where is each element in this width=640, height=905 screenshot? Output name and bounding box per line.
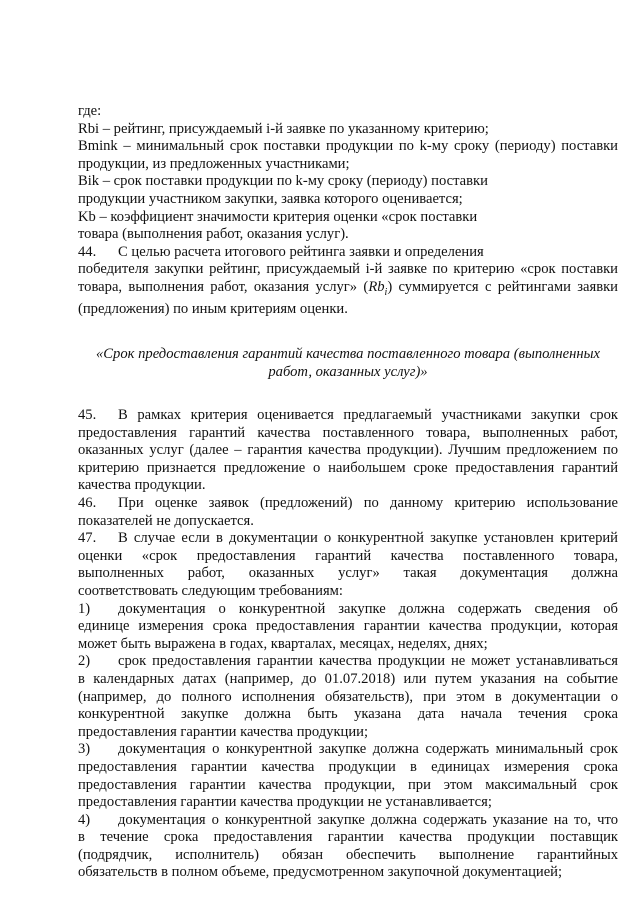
item2-number: 2) — [78, 653, 91, 670]
p45-line5: качества продукции. — [78, 477, 206, 494]
section-heading-line2: работ, оказанных услуг)» — [268, 364, 428, 381]
p44-line3: товара, выполнения работ, оказания услуг» $(Rb_i)$ суммируется с рейтингами заявки — [78, 278, 618, 298]
item2-line2: в календарных датах (например, до 01.07.2018) или путем указания на событие — [78, 670, 618, 687]
item4-line4: обязательств в полном объеме, предусмотренном закупочной документацией; — [78, 864, 563, 881]
p45-line1: 45. В рамках критерия оценивается предлагаемый участниками закупки срок — [78, 407, 618, 424]
def-kb-line2: товара (выполнения работ, оказания услуг). — [78, 226, 349, 243]
p47-line1: 47. В случае если в документации о конкурентной закупке установлен критерий — [78, 530, 618, 547]
p46-line2: показателей не допускается. — [78, 512, 254, 529]
p44-line1: 44. С целью расчета итогового рейтинга заявки и определения — [78, 243, 484, 260]
p45-line4: критерию признается предложение о наибольшем сроке предоставления гарантий — [78, 459, 618, 476]
p45-number: 45. — [78, 407, 97, 424]
p47-number: 47. — [78, 530, 97, 547]
def-bik-line1: Bik – срок поставки продукции по k-му сроку (периоду) поставки — [78, 173, 488, 190]
def-kb-line1: Kb – коэффициент значимости критерия оценки «срок поставки — [78, 208, 478, 225]
def-bmink-line2: продукции, из предложенных участниками; — [78, 155, 350, 172]
section-heading-line1: «Срок предоставления гарантий качества поставленного товара (выполненных — [96, 346, 600, 363]
item1-line1: 1) документация о конкурентной закупке должна содержать сведения об — [78, 600, 618, 617]
item2-line5: предоставления гарантии качества продукции; — [78, 723, 369, 740]
def-rbi: Rbi – рейтинг, присуждаемый i-й заявке по указанному критерию; — [78, 120, 489, 137]
def-bik-line2: продукции участником закупки, заявка которого оценивается; — [78, 190, 463, 207]
item1-line2: единице измерения срока предоставления гарантии качества продукции, которая — [78, 618, 618, 635]
item2-line3: (например, до полного исполнения обязательств), при этом в документации о — [78, 688, 618, 705]
p46-line1: 46. При оценке заявок (предложений) по данному критерию использование — [78, 495, 618, 511]
item4-number: 4) — [78, 811, 91, 828]
p45-line3: оказанных услуг (далее – гарантия качества продукции). Лучшим предложением по — [78, 442, 618, 459]
p46-number: 46. — [78, 495, 97, 511]
p47-line2: оценки «срок предоставления гарантий качества поставленного товара, — [78, 547, 618, 564]
item4-line1: 4) документация о конкурентной закупке должна содержать указание на то, что — [78, 811, 618, 828]
p44-number: 44. — [78, 243, 97, 260]
item4-line2: в течение срока предоставления гарантии качества продукции поставщик — [78, 829, 618, 846]
item3-number: 3) — [78, 741, 91, 758]
item2-line1: 2) срок предоставления гарантии качества продукции не может устанавливаться — [78, 653, 618, 670]
item4-line3: (подрядчик, исполнитель) обязан обеспечить выполнение гарантийных — [78, 846, 618, 863]
item3-line4: предоставления гарантии качества продукции не устанавливается; — [78, 794, 492, 811]
item3-line1: 3) документация о конкурентной закупке должна содержать минимальный срок — [78, 741, 618, 758]
item2-line4: конкурентной закупке должна быть указана дата начала течения срока — [78, 706, 618, 723]
item1-number: 1) — [78, 600, 91, 617]
item3-line2: предоставления гарантии качества продукции в единицах измерения срока — [78, 758, 618, 775]
document-page — [78, 103, 618, 882]
def-bmink-line1: Bmink – минимальный срок поставки продукции по k-му сроку (периоду) поставки — [78, 138, 618, 155]
p47-line3: выполненных работ, оказанных услуг» такая документация должна — [78, 565, 618, 582]
intro-where: где: — [78, 103, 102, 119]
p47-line4: соответствовать следующим требованиям: — [78, 582, 343, 599]
item1-line3: может быть выражена в годах, кварталах, месяцах, неделях, днях; — [78, 635, 488, 652]
p44-line2: победителя закупки рейтинг, присуждаемый i-й заявке по критерию «срок поставки — [78, 261, 618, 278]
item3-line3: предоставления гарантии качества продукции, при этом максимальный срок — [78, 776, 618, 793]
p44-line4: (предложения) по иным критериям оценки. — [78, 301, 348, 318]
p45-line2: предоставления гарантий качества поставленного товара, выполненных работ, — [78, 424, 618, 441]
